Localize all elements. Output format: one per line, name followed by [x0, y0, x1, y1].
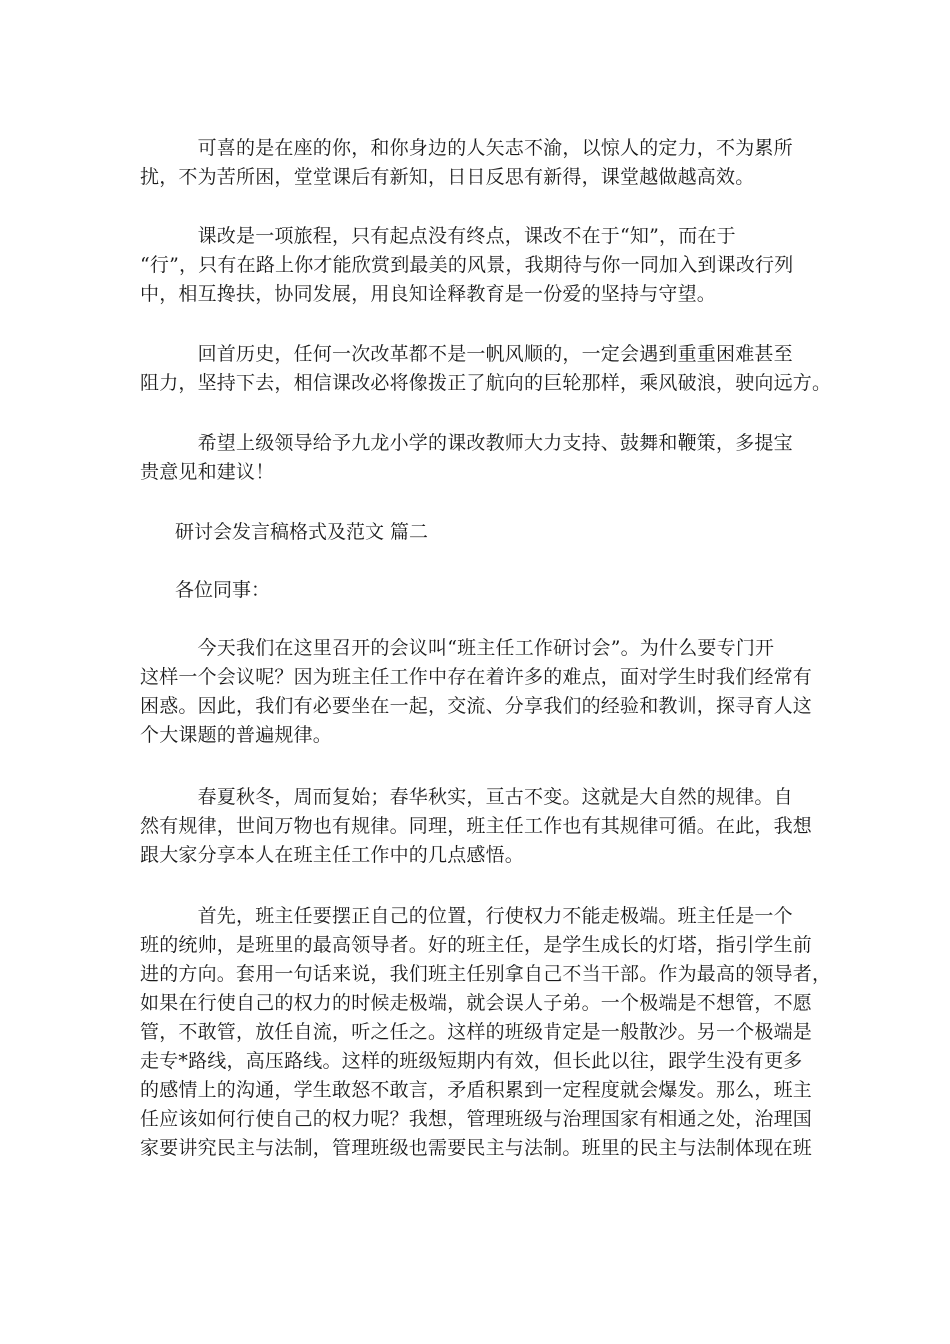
text-line: 阻力，坚持下去，相信课改必将像拨正了航向的巨轮那样，乘风破浪，驶向远方。 — [140, 372, 832, 394]
text-line: 跟大家分享本人在班主任工作中的几点感悟。 — [140, 844, 525, 866]
paragraph-6 — [140, 783, 820, 870]
text-line: “行”，只有在路上你才能欣赏到最美的风景，我期待与你一同加入到课改行列 — [140, 254, 794, 276]
text-line: 这样一个会议呢？因为班主任工作中存在着许多的难点，面对学生时我们经常有 — [140, 666, 813, 688]
paragraph-2 — [140, 222, 820, 309]
paragraph-3 — [140, 340, 832, 398]
text-line: 班的统帅，是班里的最高领导者。好的班主任，是学生成长的灯塔，指引学生前 — [140, 934, 813, 956]
text-line: 课改是一项旅程，只有起点没有终点，课改不在于“知”，而在于 — [140, 225, 736, 247]
text-line: 贵意见和建议！ — [140, 461, 275, 483]
paragraph-4 — [140, 429, 820, 487]
text-line: 可喜的是在座的你，和你身边的人矢志不渝，以惊人的定力，不为累所 — [140, 137, 793, 159]
section-title: 研讨会发言稿格式及范文 篇二 — [175, 521, 429, 543]
text-line: 今天我们在这里召开的会议叫“班主任工作研讨会”。为什么要专门开 — [140, 637, 775, 659]
text-line: 家要讲究民主与法制，管理班级也需要民主与法制。班里的民主与法制体现在班 — [140, 1137, 813, 1159]
text-line: 管，不敢管，放任自流，听之任之。这样的班级肯定是一般散沙。另一个极端是 — [140, 1021, 813, 1043]
text-line: 个大课题的普遍规律。 — [140, 724, 333, 746]
text-line: 希望上级领导给予九龙小学的课改教师大力支持、鼓舞和鞭策，多提宝 — [140, 432, 793, 454]
paragraph-5 — [140, 634, 820, 750]
text-line: 走专*路线，高压路线。这样的班级短期内有效，但长此以往，跟学生没有更多 — [140, 1050, 803, 1072]
text-line: 进的方向。套用一句话来说，我们班主任别拿自己不当干部。作为最高的领导者， — [140, 963, 832, 985]
paragraph-7 — [140, 902, 832, 1163]
text-line: 扰，不为苦所困，堂堂课后有新知，日日反思有新得，课堂越做越高效。 — [140, 166, 755, 188]
salutation: 各位同事： — [175, 579, 271, 601]
text-line: 的感情上的沟通，学生敢怒不敢言，矛盾积累到一定程度就会爆发。那么，班主 — [140, 1079, 813, 1101]
text-line: 首先，班主任要摆正自己的位置，行使权力不能走极端。班主任是一个 — [140, 905, 793, 927]
text-line: 然有规律，世间万物也有规律。同理，班主任工作也有其规律可循。在此，我想 — [140, 815, 813, 837]
text-line: 困惑。因此，我们有必要坐在一起，交流、分享我们的经验和教训，探寻育人这 — [140, 695, 813, 717]
text-line: 春夏秋冬，周而复始；春华秋实，亘古不变。这就是大自然的规律。自 — [140, 786, 793, 808]
text-line: 中，相互搀扶，协同发展，用良知诠释教育是一份爱的坚持与守望。 — [140, 283, 717, 305]
paragraph-1 — [140, 134, 820, 192]
text-line: 任应该如何行使自己的权力呢？我想，管理班级与治理国家有相通之处，治理国 — [140, 1108, 813, 1130]
text-line: 如果在行使自己的权力的时候走极端，就会误人子弟。一个极端是不想管，不愿 — [140, 992, 813, 1014]
text-line: 回首历史，任何一次改革都不是一帆风顺的，一定会遇到重重困难甚至 — [140, 343, 793, 365]
